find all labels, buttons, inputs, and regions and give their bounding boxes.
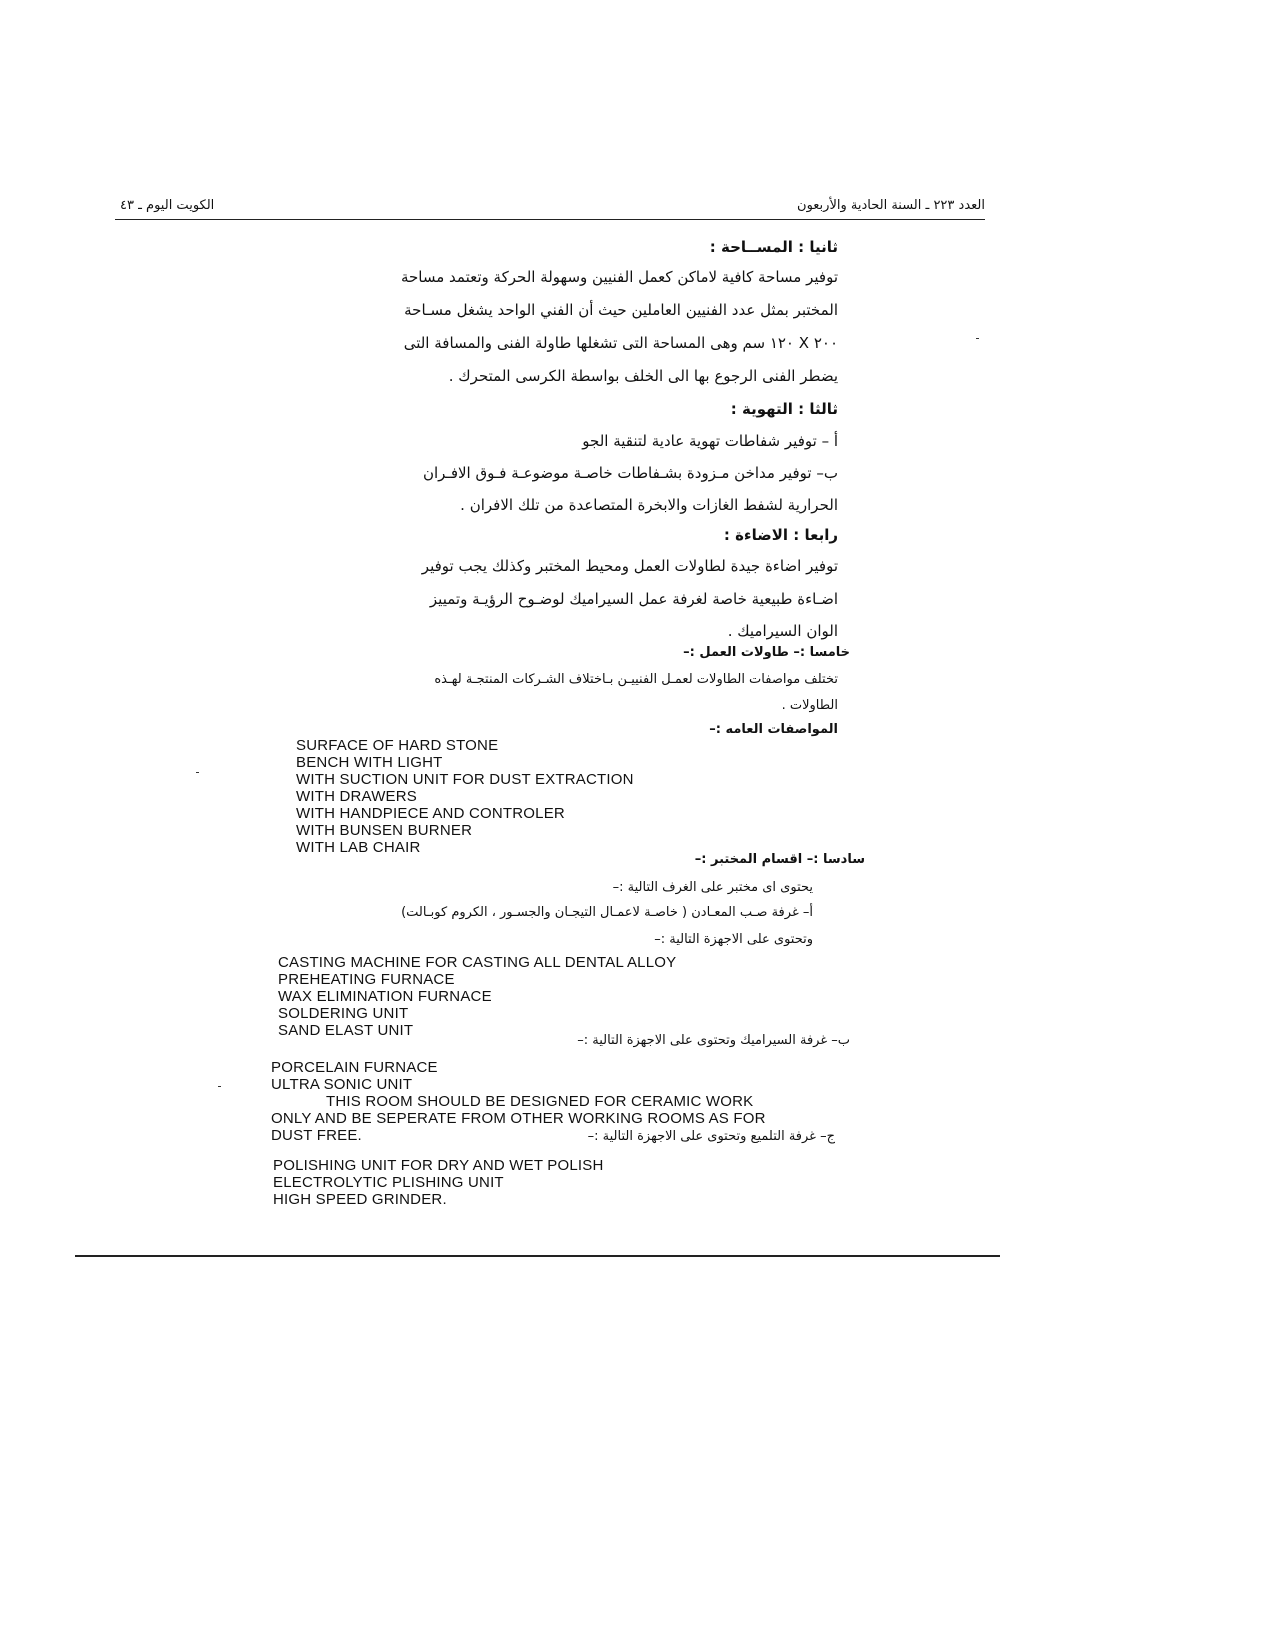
specs-item: SURFACE OF HARD STONE bbox=[296, 737, 499, 754]
tables-line-2: الطاولات . bbox=[781, 698, 838, 713]
room-a-item: WAX ELIMINATION FURNACE bbox=[278, 988, 492, 1005]
room-c-list bbox=[273, 1157, 604, 1208]
room-a-item: PREHEATING FURNACE bbox=[278, 971, 455, 988]
room-b-title: ب– غرفة السيراميك وتحتوى على الاجهزة التالية :– bbox=[577, 1033, 850, 1048]
ventilation-line-2: ب– توفير مداخن مـزودة بشـفاطات خاصـة موضوعـة فـوق الافـران bbox=[422, 464, 838, 482]
room-a-title: أ– غرفة صـب المعـادن ( خاصـة لاعمـال التيجـان والجسـور ، الكروم كوبـالت) bbox=[401, 905, 813, 920]
room-a-item: SOLDERING UNIT bbox=[278, 1005, 409, 1022]
space-line-3: ٢٠٠ X ١٢٠ سم وهى المساحة التى تشغلها طاولة الفنى والمسافة التى bbox=[403, 334, 838, 352]
lighting-line-3: الوان السيراميك . bbox=[727, 622, 838, 640]
room-c-item: HIGH SPEED GRINDER. bbox=[273, 1191, 447, 1208]
specs-item: WITH HANDPIECE AND CONTROLER bbox=[296, 805, 565, 822]
margin-dot bbox=[976, 338, 979, 339]
specs-item: WITH DRAWERS bbox=[296, 788, 418, 805]
space-line-4: يضطر الفنى الرجوع بها الى الخلف بواسطة الكرسى المتحرك . bbox=[448, 367, 838, 385]
specs-item: WITH SUCTION UNIT FOR DUST EXTRACTION bbox=[296, 771, 634, 788]
ventilation-line-1: أ – توفير شفاطات تهوية عادية لتنقية الجو bbox=[582, 432, 838, 450]
room-c-title: ج– غرفة التلميع وتحتوى على الاجهزة التالية :– bbox=[587, 1129, 835, 1144]
divisions-intro: يحتوى اى مختبر على الغرف التالية :– bbox=[612, 880, 813, 895]
specs-list bbox=[296, 737, 634, 856]
room-a-list bbox=[278, 954, 676, 1039]
divisions-heading: سادسا :– اقسام المختبر :– bbox=[694, 852, 865, 867]
specs-item: BENCH WITH LIGHT bbox=[296, 754, 443, 771]
tables-line-1: تختلف مواصفات الطاولات لعمـل الفنييـن بـاختلاف الشـركات المنتجـة لهـذه bbox=[434, 672, 838, 687]
footer-rule bbox=[75, 1255, 1000, 1257]
room-a-item: SAND ELAST UNIT bbox=[278, 1022, 414, 1039]
specs-item: WITH LAB CHAIR bbox=[296, 839, 421, 856]
room-b-note-line: DUST FREE. bbox=[271, 1127, 362, 1144]
header-issue-info: العدد ٢٢٣ ـ السنة الحادية والأربعون bbox=[797, 198, 985, 213]
specs-item: WITH BUNSEN BURNER bbox=[296, 822, 473, 839]
room-b-list bbox=[271, 1059, 438, 1093]
room-b-note-line: ONLY AND BE SEPERATE FROM OTHER WORKING ROOMS AS FOR bbox=[271, 1110, 766, 1127]
room-b-item: PORCELAIN FURNACE bbox=[271, 1059, 438, 1076]
header-rule bbox=[115, 219, 985, 220]
room-b-note-line: THIS ROOM SHOULD BE DESIGNED FOR CERAMIC WORK bbox=[326, 1093, 754, 1110]
room-c-item: POLISHING UNIT FOR DRY AND WET POLISH bbox=[273, 1157, 604, 1174]
room-b-item: ULTRA SONIC UNIT bbox=[271, 1076, 413, 1093]
space-heading: ثانيا : المســاحة : bbox=[709, 238, 838, 256]
room-a-contains: وتحتوى على الاجهزة التالية :– bbox=[654, 932, 813, 947]
margin-dot bbox=[218, 1086, 221, 1087]
header-publication-page: الكويت اليوم ـ ٤٣ bbox=[120, 198, 215, 213]
ventilation-line-3: الحرارية لشفط الغازات والابخرة المتصاعدة من تلك الافران . bbox=[460, 496, 838, 514]
room-c-item: ELECTROLYTIC PLISHING UNIT bbox=[273, 1174, 504, 1191]
space-line-1: توفير مساحة كافية لاماكن كعمل الفنيين وسهولة الحركة وتعتمد مساحة bbox=[400, 268, 838, 286]
lighting-line-1: توفير اضاءة جيدة لطاولات العمل ومحيط المختبر وكذلك يجب توفير bbox=[421, 557, 838, 575]
specs-heading: المواصفات العامه :– bbox=[709, 722, 838, 737]
lighting-line-2: اضـاءة طبيعية خاصة لغرفة عمل السيراميك لوضـوح الرؤيـة وتمييز bbox=[429, 590, 838, 608]
margin-dot bbox=[196, 772, 199, 773]
ventilation-heading: ثالثا : التهوية : bbox=[730, 400, 838, 418]
room-a-item: CASTING MACHINE FOR CASTING ALL DENTAL ALLOY bbox=[278, 954, 677, 971]
tables-heading: خامسا :– طاولات العمل :– bbox=[683, 645, 850, 660]
lighting-heading: رابعا : الاضاءة : bbox=[723, 526, 838, 544]
space-line-2: المختبر بمثل عدد الفنيين العاملين حيث أن الفني الواحد يشغل مسـاحة bbox=[404, 301, 838, 319]
